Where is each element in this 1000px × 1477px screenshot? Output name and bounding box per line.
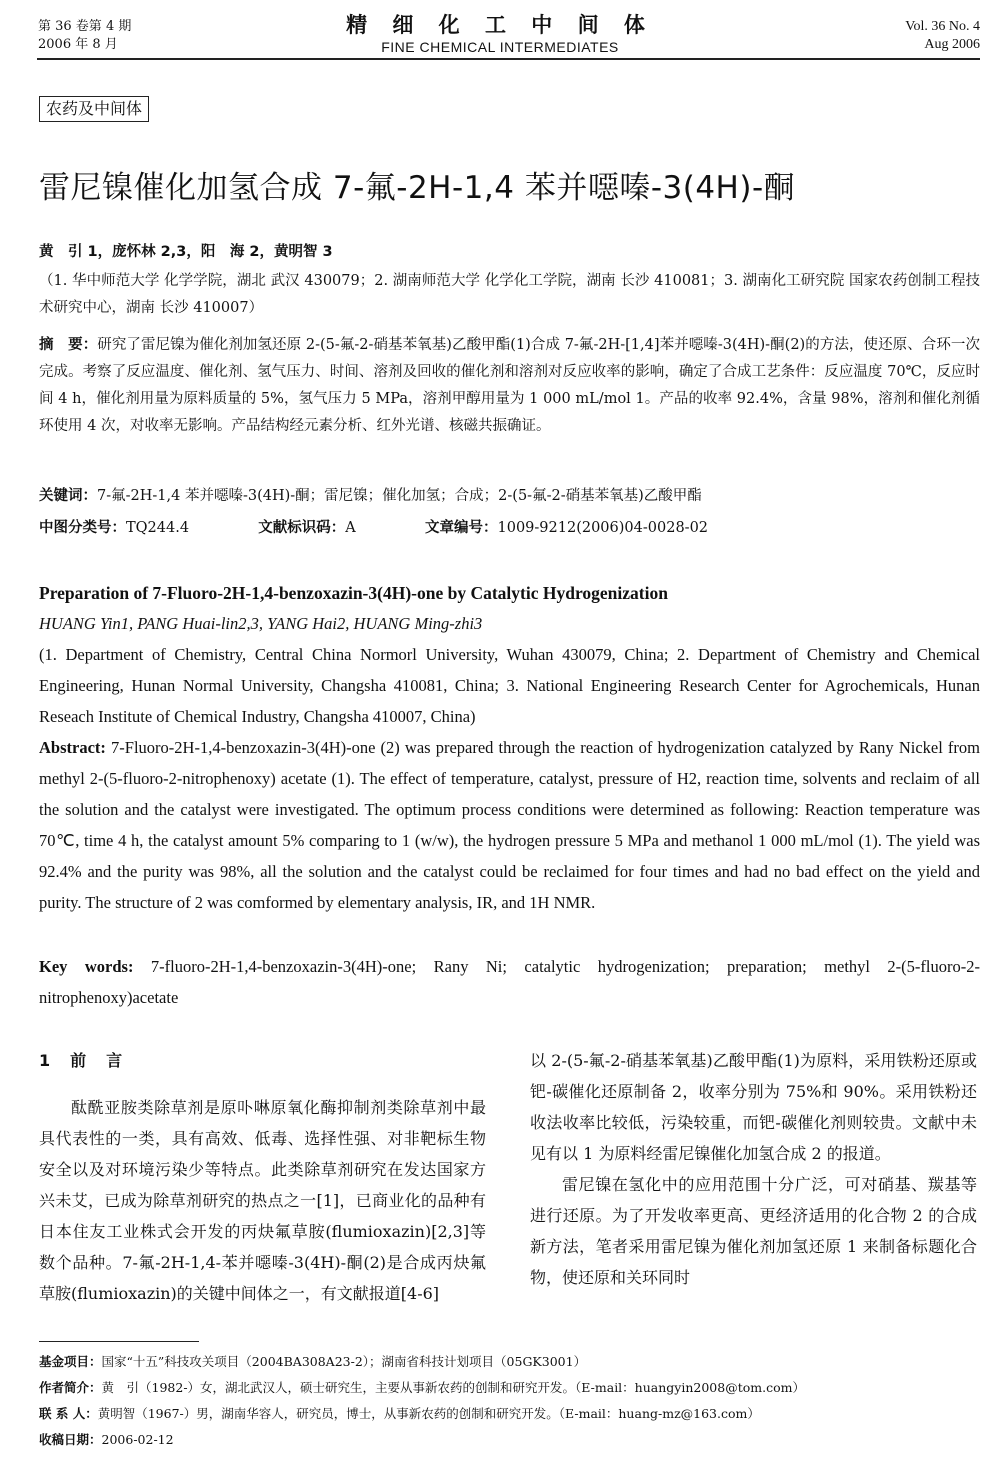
keywords-en [39, 951, 980, 1013]
fund-text: 国家“十五”科技攻关项目（2004BA308A23-2）；湖南省科技计划项目（05GK3001） [101, 1354, 587, 1369]
header-volume-en [905, 18, 980, 54]
abstract-cn [39, 332, 980, 440]
body-column-right [530, 1045, 977, 1293]
keywords-cn [39, 483, 980, 510]
intro-heading: 1 前 言 [39, 1051, 125, 1070]
date-en: Aug 2006 [924, 37, 980, 52]
keywords-en-text: 7-fluoro-2H-1,4-benzoxazin-3(4H)-one; Rany Ni; catalytic hydrogenization; preparation; methyl 2-(5-fluoro-2-nitrophenoxy)acetate [39, 957, 980, 1007]
authors-en: HUANG Yin1, PANG Huai-lin2,3, YANG Hai2, HUANG Ming-zhi3 [39, 614, 483, 633]
contact-label: 联 系 人： [39, 1406, 98, 1421]
paper-title-en: Preparation of 7-Fluoro-2H-1,4-benzoxazin-3(4H)-one by Catalytic Hydrogenization [39, 583, 668, 603]
doc-code-label: 文献标识码： [258, 520, 346, 536]
volume-issue-cn: 第 36 卷第 4 期 [38, 19, 132, 34]
abstract-en-label: Abstract: [39, 738, 106, 757]
journal-title-en: FINE CHEMICAL INTERMEDIATES [381, 39, 619, 55]
fund-label: 基金项目： [39, 1354, 102, 1369]
keywords-cn-text: 7-氟-2H-1,4 苯并噁嗪-3(4H)-酮；雷尼镍；催化加氢；合成；2-(5-氟-2-硝基苯氧基)乙酸甲酯 [97, 488, 702, 504]
authors-cn: 黄 引 1，庞怀林 2,3，阳 海 2，黄明智 3 [39, 244, 333, 260]
doc-code-value: A [345, 520, 356, 536]
keywords-cn-label: 关键词： [39, 488, 97, 504]
author-bio-text: 黄 引（1982-）女，湖北武汉人，硕士研究生，主要从事新农药的创制和研究开发。（E-mail：huangyin2008@tom.com） [101, 1380, 805, 1395]
intro-paragraph-1: 酞酰亚胺类除草剂是原卟啉原氧化酶抑制剂类除草剂中最具代表性的一类，具有高效、低毒、选择性强、对非靶标生物安全以及对环境污染少等特点。此类除草剂研究在发达国家方兴未艾，已成为除草剂研究的热点之一[1]，已商业化的品种有日本住友工业株式会开发的丙炔氟草胺(flumioxazin)[2,3]等数个品种。7-氟-2H-1,4-苯并噁嗪-3(4H)-酮(2)是合成丙炔氟草胺(flumioxazin)的关键中间体之一，有文献报道[4-6] [39, 1098, 486, 1303]
received-text: 2006-02-12 [101, 1432, 174, 1447]
intro-paragraph-3: 雷尼镍在氢化中的应用范围十分广泛，可对硝基、羰基等进行还原。为了开发收率更高、更经济适用的化合物 2 的合成新方法，笔者采用雷尼镍为催化剂加氢还原 1 来制备标题化合物，使还原和关环同时 [530, 1175, 977, 1287]
footnote-contact [39, 1401, 980, 1427]
article-number-label: 文章编号： [425, 520, 498, 536]
date-cn: 2006 年 8 月 [38, 37, 118, 52]
clc-label: 中图分类号： [39, 520, 126, 536]
author-bio-label: 作者简介： [39, 1380, 102, 1395]
affiliations-en: (1. Department of Chemistry, Central China Normorl University, Wuhan 430079, China; 2. Department of Chemistry and Chemical Engineering, Hunan Normal University, Changsha 410081, China; 3. National Engineering Research Center for Agrochemicals, Hunan Reseach Institute of Chemical Industry, Changsha 410007, China) [39, 645, 980, 726]
article-number-value: 1009-9212(2006)04-0028-02 [497, 520, 709, 536]
classification-line [39, 515, 980, 542]
received-label: 收稿日期： [39, 1432, 102, 1447]
volume-issue-en: Vol. 36 No. 4 [905, 19, 980, 34]
journal-title-cn: 精 细 化 工 中 间 体 [346, 12, 654, 37]
footnotes [39, 1349, 980, 1453]
header-rule [37, 58, 980, 60]
affiliations-cn: （1. 华中师范大学 化学学院，湖北 武汉 430079；2. 湖南师范大学 化学化工学院，湖南 长沙 410081；3. 湖南化工研究院 国家农药创制工程技术研究中心，湖南 长沙 410007） [39, 273, 980, 316]
clc-value: TQ244.4 [126, 520, 190, 536]
section-tag: 农药及中间体 [39, 96, 149, 122]
abstract-cn-label: 摘 要： [39, 337, 98, 353]
intro-paragraph-2: 以 2-(5-氟-2-硝基苯氧基)乙酸甲酯(1)为原料，采用铁粉还原或钯-碳催化还原制备 2，收率分别为 75%和 90%。采用铁粉还收法收率比较低，污染较重，而钯-碳催化剂则较贵。文献中未见有以 1 为原料经雷尼镍催化加氢合成 2 的报道。 [530, 1051, 977, 1163]
keywords-en-label: Key words: [39, 957, 134, 976]
footnote-received [39, 1427, 980, 1453]
abstract-en-text: 7-Fluoro-2H-1,4-benzoxazin-3(4H)-one (2) was prepared through the reaction of hydrogenization catalyzed by Rany Nickel from methyl 2-(5-fluoro-2-nitrophenoxy) acetate (1). The effect of temperature, catalyst, pressure of H2, reaction time, solvents and reclaim of all the solution and the catalyst were investigated. The optimum process conditions were determined as following: Reaction temperature was 70℃, time 4 h, the catalyst amount 5% comparing to 1 (w/w), the hydrogen pressure 5 MPa and methanol 1 000 mL/mol (1). The yield was 92.4% and the purity was 98%, all the solution and the catalyst could be reclaimed for four times and had no bad effect on the yield and purity. The structure of 2 was comformed by elementary analysis, IR, and 1H NMR. [39, 738, 981, 912]
body-column-left [39, 1045, 486, 1309]
footnote-fund [39, 1349, 980, 1375]
abstract-cn-text: 研究了雷尼镍为催化剂加氢还原 2-(5-氟-2-硝基苯氧基)乙酸甲酯(1)合成 7-氟-2H-[1,4]苯并噁嗪-3(4H)-酮(2)的方法，使还原、合环一次完成。考察了反应温度、催化剂、氢气压力、时间、溶剂及回收的催化剂和溶剂对反应收率的影响，确定了合成工艺条件：反应温度 70℃，反应时间 4 h，催化剂用量为原料质量的 5%，氢气压力 5 MPa，溶剂甲醇用量为 1 000 mL/mol 1。产品的收率 92.4%，含量 98%，溶剂和催化剂循环使用 4 次，对收率无影响。产品结构经元素分析、红外光谱、核磁共振确证。 [39, 337, 980, 434]
abstract-en [39, 732, 980, 918]
footnote-rule [39, 1341, 199, 1342]
contact-text: 黄明智（1967-）男，湖南华容人，研究员，博士，从事新农药的创制和研究开发。（E-mail：huang-mz@163.com） [97, 1406, 760, 1421]
journal-title [0, 12, 1000, 56]
paper-title-cn: 雷尼镍催化加氢合成 7-氟-2H-1,4 苯并噁嗪-3(4H)-酮 [39, 170, 796, 206]
footnote-author [39, 1375, 980, 1401]
